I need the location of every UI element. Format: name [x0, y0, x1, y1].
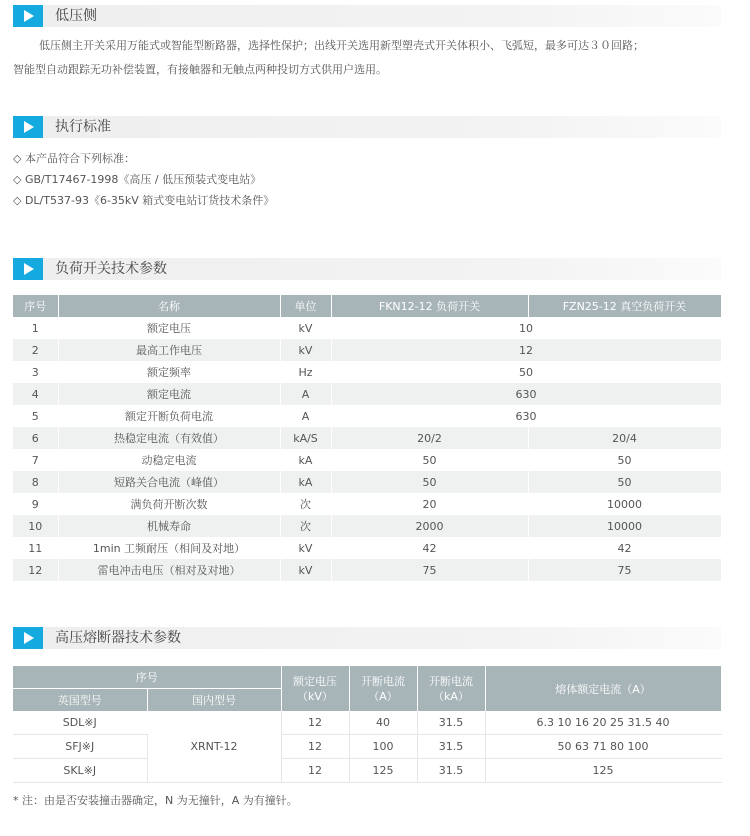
standards-item: ◇ DL/T537-93《6-35kV 箱式变电站订货技术条件》	[13, 194, 275, 207]
cell-no: 7	[13, 449, 58, 471]
standards-item: ◇ GB/T17467-1998《高压 / 低压预装式变电站》	[13, 173, 262, 186]
cell-value-merged: 630	[331, 383, 721, 405]
header-uk-model: 英国型号	[13, 689, 147, 712]
cell-fkn12: 20	[331, 493, 528, 515]
cell-name: 机械寿命	[58, 515, 280, 537]
cell-no: 10	[13, 515, 58, 537]
cell-fzn25: 42	[528, 537, 721, 559]
cell-no: 1	[13, 317, 58, 339]
section-header-load-switch	[13, 258, 721, 280]
cell-value-merged: 630	[331, 405, 721, 427]
table-row	[13, 339, 721, 361]
cell-name: 雷电冲击电压（相对及对地）	[58, 559, 280, 581]
header-breaking-current-a: 开断电流（A）	[349, 666, 417, 711]
cell-no: 12	[13, 559, 58, 581]
cell-no: 11	[13, 537, 58, 559]
low-voltage-line1: 低压侧主开关采用万能式或智能型断路器，选择性保护；出线开关选用新型塑壳式开关体积小、飞弧短，最多可达３０回路；	[39, 39, 644, 52]
cell-breaking-ka: 31.5	[417, 711, 485, 735]
cell-name: 最高工作电压	[58, 339, 280, 361]
cell-unit: kA/S	[280, 427, 331, 449]
cell-breaking-a: 125	[349, 759, 417, 783]
table-row	[13, 537, 721, 559]
header-no: 序号	[13, 295, 58, 317]
cell-breaking-a: 40	[349, 711, 417, 735]
play-arrow-icon	[13, 5, 43, 27]
cell-no: 5	[13, 405, 58, 427]
cell-cn-model: XRNT-12	[147, 711, 281, 783]
cell-fzn25: 10000	[528, 493, 721, 515]
cell-fzn25: 10000	[528, 515, 721, 537]
cell-breaking-a: 100	[349, 735, 417, 759]
header-unit: 单位	[280, 295, 331, 317]
cell-value-merged: 10	[331, 317, 721, 339]
table-row	[13, 449, 721, 471]
table-row	[13, 559, 721, 581]
section-title-fuse: 高压熔断器技术参数	[55, 630, 181, 646]
cell-unit: 次	[280, 493, 331, 515]
load-switch-table	[13, 295, 722, 581]
header-cn-model: 国内型号	[147, 689, 281, 712]
table-row	[13, 735, 721, 759]
cell-no: 9	[13, 493, 58, 515]
cell-fzn25: 50	[528, 471, 721, 493]
cell-name: 满负荷开断次数	[58, 493, 280, 515]
cell-fzn25: 20/4	[528, 427, 721, 449]
cell-name: 动稳定电流	[58, 449, 280, 471]
table-row	[13, 471, 721, 493]
fuse-note: * 注：由是否安装撞击器确定，N 为无撞针，A 为有撞针。	[13, 794, 298, 807]
section-title-load-switch: 负荷开关技术参数	[55, 261, 167, 277]
cell-value-merged: 12	[331, 339, 721, 361]
cell-unit: A	[280, 383, 331, 405]
cell-no: 3	[13, 361, 58, 383]
cell-name: 短路关合电流（峰值）	[58, 471, 280, 493]
table-header-row	[13, 295, 721, 317]
cell-rated-voltage: 12	[281, 735, 349, 759]
table-row	[13, 515, 721, 537]
cell-value-merged: 50	[331, 361, 721, 383]
cell-unit: 次	[280, 515, 331, 537]
cell-uk-model: SKL※J	[13, 759, 147, 783]
header-name: 名称	[58, 295, 280, 317]
cell-name: 额定电流	[58, 383, 280, 405]
cell-unit: A	[280, 405, 331, 427]
low-voltage-description	[13, 34, 738, 82]
header-fzn25: FZN25-12 真空负荷开关	[528, 295, 721, 317]
table-row	[13, 711, 721, 735]
cell-no: 6	[13, 427, 58, 449]
header-fuse-current: 熔体额定电流（A）	[485, 666, 721, 711]
cell-name: 1min 工频耐压（相间及对地）	[58, 537, 280, 559]
standards-item: ◇ 本产品符合下列标准：	[13, 152, 135, 165]
table-row	[13, 493, 721, 515]
cell-fuse-current: 6.3 10 16 20 25 31.5 40	[485, 711, 721, 735]
cell-name: 额定频率	[58, 361, 280, 383]
play-arrow-icon	[13, 116, 43, 138]
cell-fkn12: 20/2	[331, 427, 528, 449]
cell-unit: kV	[280, 339, 331, 361]
cell-name: 热稳定电流（有效值）	[58, 427, 280, 449]
play-arrow-icon	[13, 627, 43, 649]
table-row	[13, 759, 721, 783]
section-header-standards	[13, 116, 721, 138]
cell-rated-voltage: 12	[281, 759, 349, 783]
cell-unit: Hz	[280, 361, 331, 383]
table-row	[13, 405, 721, 427]
section-header-low-voltage	[13, 5, 721, 27]
cell-name: 额定开断负荷电流	[58, 405, 280, 427]
header-rated-voltage: 额定电压（kV）	[281, 666, 349, 711]
cell-unit: kA	[280, 471, 331, 493]
cell-uk-model: SDL※J	[13, 711, 147, 735]
table-row	[13, 383, 721, 405]
cell-fkn12: 2000	[331, 515, 528, 537]
cell-fkn12: 75	[331, 559, 528, 581]
cell-fuse-current: 50 63 71 80 100	[485, 735, 721, 759]
cell-unit: kV	[280, 317, 331, 339]
cell-fkn12: 42	[331, 537, 528, 559]
section-title-standards: 执行标准	[55, 119, 111, 135]
cell-unit: kV	[280, 537, 331, 559]
low-voltage-line2: 智能型自动跟踪无功补偿装置，有接触器和无触点两种投切方式供用户选用。	[13, 63, 387, 76]
play-arrow-icon	[13, 258, 43, 280]
cell-no: 8	[13, 471, 58, 493]
header-fkn12: FKN12-12 负荷开关	[331, 295, 528, 317]
section-title-low-voltage: 低压侧	[55, 8, 97, 24]
table-row	[13, 317, 721, 339]
cell-rated-voltage: 12	[281, 711, 349, 735]
cell-fkn12: 50	[331, 471, 528, 493]
cell-breaking-ka: 31.5	[417, 735, 485, 759]
cell-fkn12: 50	[331, 449, 528, 471]
cell-no: 4	[13, 383, 58, 405]
cell-breaking-ka: 31.5	[417, 759, 485, 783]
cell-name: 额定电压	[58, 317, 280, 339]
table-row	[13, 427, 721, 449]
header-seq: 序号	[13, 666, 281, 689]
table-header-row	[13, 666, 721, 689]
cell-fzn25: 75	[528, 559, 721, 581]
cell-unit: kV	[280, 559, 331, 581]
cell-fuse-current: 125	[485, 759, 721, 783]
header-breaking-current-ka: 开断电流（kA）	[417, 666, 485, 711]
cell-no: 2	[13, 339, 58, 361]
fuse-table	[13, 666, 722, 783]
cell-uk-model: SFJ※J	[13, 735, 147, 759]
cell-unit: kA	[280, 449, 331, 471]
cell-fzn25: 50	[528, 449, 721, 471]
table-row	[13, 361, 721, 383]
section-header-fuse	[13, 627, 721, 649]
